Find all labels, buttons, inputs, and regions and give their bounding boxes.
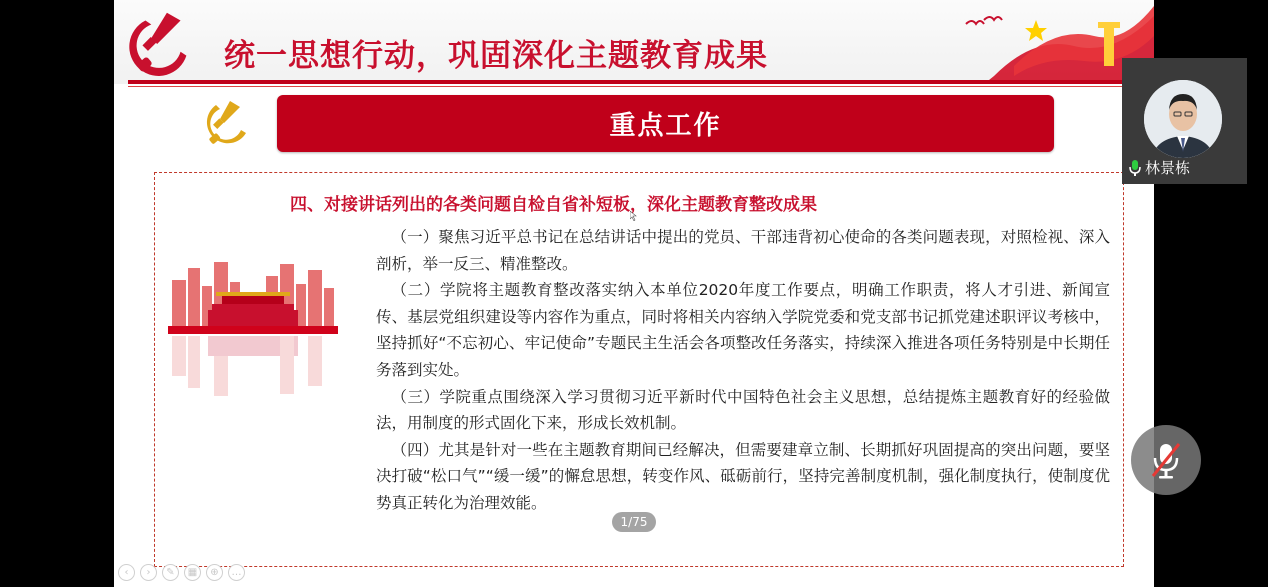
section-banner	[277, 95, 1054, 152]
mic-off-icon	[1149, 440, 1183, 480]
header-divider-thin	[128, 86, 1128, 87]
paragraph: （一）聚焦习近平总书记在总结讲话中提出的党员、干部违背初心使命的各类问题表现，对照检视、深入剖析，举一反三、精准整改。	[376, 228, 1110, 273]
zoom-icon[interactable]: ⊕	[206, 564, 223, 581]
more-icon[interactable]: …	[228, 564, 245, 581]
avatar	[1144, 80, 1222, 158]
tiananmen-cityscape-icon	[168, 258, 338, 403]
page-indicator: 1/75	[612, 512, 656, 532]
paragraph: （三）学院重点围绕深入学习贯彻习近平新时代中国特色社会主义思想，总结提炼主题教育好的经验做法，用制度的形式固化下来，形成长效机制。	[376, 387, 1110, 433]
grid-icon[interactable]: ▦	[184, 564, 201, 581]
mic-active-icon	[1128, 159, 1142, 177]
mouse-cursor-icon	[630, 211, 638, 221]
prev-icon[interactable]: ‹	[118, 564, 135, 581]
presentation-slide	[114, 0, 1154, 587]
participant-name-row	[1128, 157, 1190, 178]
paragraph: （二）学院将主题教育整改落实纳入本单位2020年度工作要点，明确工作职责，将人才引进、新闻宣传、基层党组织建设等内容作为重点，同时将相关内容纳入学院党委和党支部书记抓党建述职评议考核中，坚持抓好“不忘初心、牢记使命”专题民主生活会各项整改任务落实，持续深入推进各项任务特别是中长期任务落到实处。	[376, 281, 1110, 379]
banner-title: 重点工作	[609, 111, 722, 141]
next-icon[interactable]: ›	[140, 564, 157, 581]
pen-icon[interactable]: ✎	[162, 564, 179, 581]
party-emblem-icon	[124, 6, 202, 78]
paragraph: （四）尤其是针对一些在主题教育期间已经解决，但需要建章立制、长期抓好巩固提高的突出问题，要坚决打破“松口气”“缓一缓”的懈怠思想，转变作风、砥砺前行，坚持完善制度机制，强化制度执行，使制度优势真正转化为治理效能。	[376, 440, 1110, 512]
section-heading: 四、对接讲话列出的各类问题自检自省补短板，深化主题教育整改成果	[290, 195, 817, 215]
header-title: 统一思想行动，巩固深化主题教育成果	[224, 38, 768, 74]
participant-video-tile[interactable]	[1122, 58, 1247, 184]
body-text	[376, 224, 1110, 517]
participant-name: 林景栋	[1145, 159, 1191, 177]
header-divider-thick	[128, 80, 1128, 84]
mute-microphone-button[interactable]	[1131, 425, 1201, 495]
slide-controls	[118, 564, 245, 581]
gold-party-emblem-icon	[200, 95, 256, 151]
